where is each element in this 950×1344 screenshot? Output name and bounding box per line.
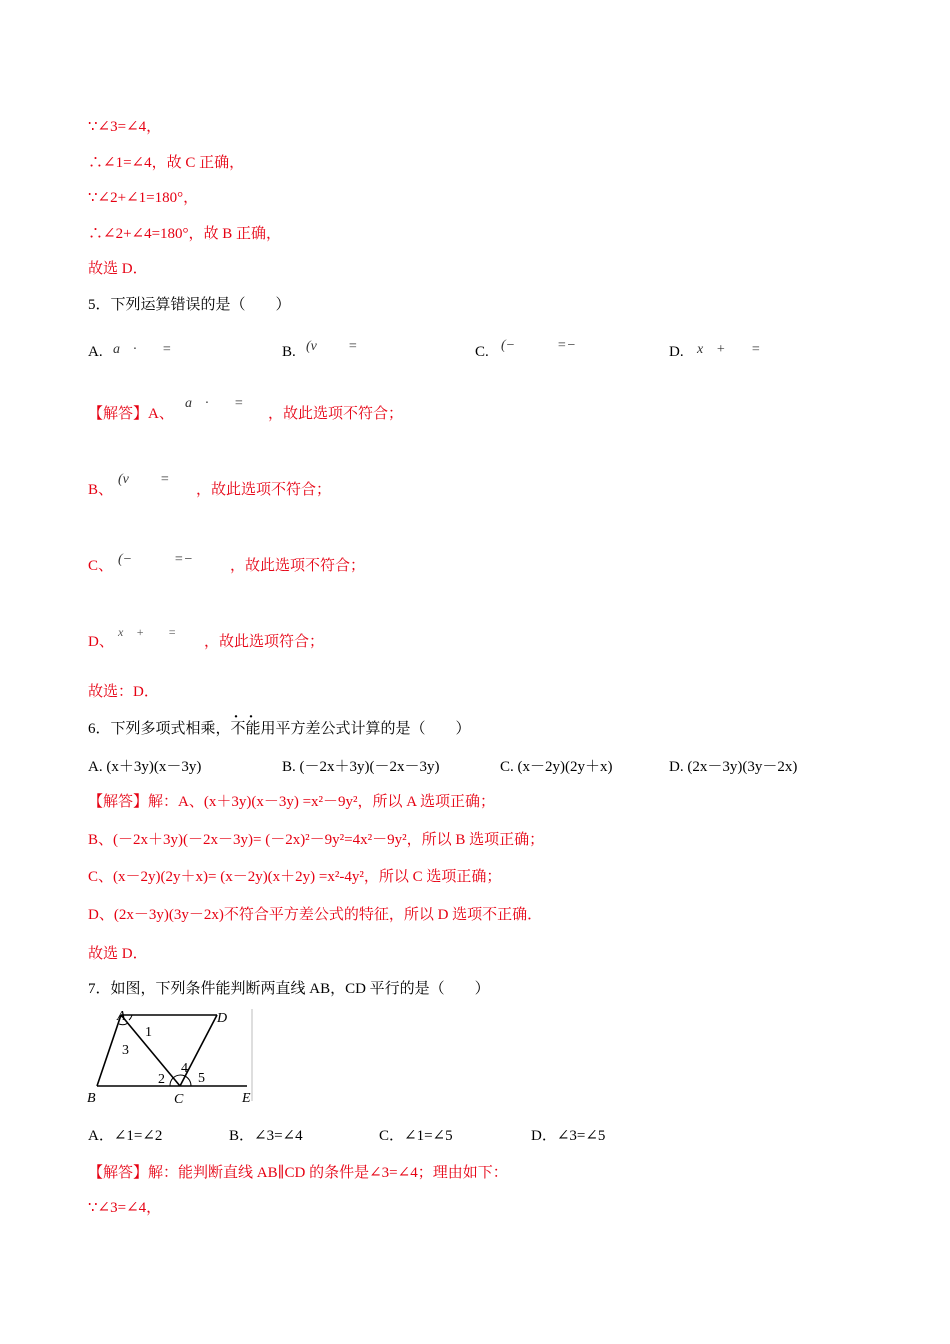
- q5-option-a: [88, 342, 172, 362]
- label-B: B: [87, 1091, 96, 1106]
- q5-answer-a-suffix: ，故此选项不符合；: [268, 406, 404, 422]
- q6-answer-line-4: D、(2x－3y)(3y－2x)不符合平方差公式的特征，所以 D 选项不正确．: [88, 907, 543, 923]
- angle-arc-2: [170, 1078, 173, 1086]
- q5-option-c-frag1: (−: [501, 338, 516, 353]
- q5-answer-b: [88, 472, 332, 500]
- q5-answer-a-frag1: a: [185, 396, 192, 411]
- angle-arc-5: [185, 1076, 191, 1086]
- q6-stem-pre: 6．下列多项式相乘，: [88, 721, 231, 737]
- line-AB: [97, 1015, 121, 1086]
- q5-option-a-label: A.: [88, 344, 103, 360]
- q5-option-a-frag3: =: [162, 342, 172, 357]
- q5-option-d-frag2: +: [716, 342, 726, 357]
- q6-stem-emphasis-2: 能: [245, 721, 261, 737]
- q6-option-b: B. (－2x＋3y)(－2x－3y): [282, 759, 440, 775]
- q5-stem: 5．下列运算错误的是（ ）: [88, 297, 291, 313]
- angle-label-3: 3: [122, 1043, 129, 1058]
- q5-answer-d-prefix: D、: [88, 634, 114, 650]
- q5-answer-d-frag2: +: [136, 625, 145, 639]
- q6-answer-line-1: 【解答】解：A、(x＋3y)(x－3y) =x²－9y²，所以 A 选项正确；: [88, 794, 496, 810]
- q5-answer-b-prefix: B、: [88, 482, 114, 498]
- q5-answer-a-frag2: ·: [205, 396, 209, 411]
- label-E: E: [242, 1091, 251, 1106]
- q5-answer-d-frag3: =: [168, 625, 177, 639]
- q5-option-b-frag1: (v: [306, 339, 317, 354]
- label-D: D: [217, 1011, 228, 1026]
- q5-answer-final: 故选：D．: [88, 684, 159, 700]
- q6-answer-line-2: B、(－2x＋3y)(－2x－3y)= (－2x)²－9y²=4x²－9y²，所以 B 选项正确；: [88, 832, 545, 848]
- q7-option-c: C．∠1=∠5: [379, 1128, 453, 1144]
- q6-stem-post: 用平方差公式计算的是（ ）: [260, 721, 471, 737]
- q5-option-b-frag2: =: [348, 339, 358, 354]
- angle-label-4: 4: [181, 1061, 188, 1076]
- q6-option-c: C. (x－2y)(2y＋x): [500, 759, 613, 775]
- solution-final: 故选 D．: [88, 261, 148, 277]
- q6-stem-emphasis-1: 不: [230, 721, 246, 737]
- q7-option-a: A．∠1=∠2: [88, 1128, 163, 1144]
- q5-answer-c-prefix: C、: [88, 558, 114, 574]
- angle-label-2: 2: [158, 1072, 165, 1087]
- q5-answer-c-suffix: ，故此选项不符合；: [230, 558, 366, 574]
- q6-option-d: D. (2x－3y)(3y－2x): [669, 759, 798, 775]
- q5-answer-b-frag1: (v: [118, 472, 129, 487]
- q5-option-c-frag2: =−: [557, 338, 576, 353]
- angle-label-5: 5: [198, 1071, 205, 1086]
- q5-option-d-label: D.: [669, 344, 684, 360]
- q5-answer-a-frag3: =: [234, 396, 244, 411]
- q5-answer-a: [88, 396, 404, 424]
- q7-geometry-figure: [84, 1006, 260, 1108]
- q5-option-d: [669, 342, 761, 362]
- q5-answer-c-frag1: (−: [118, 552, 133, 567]
- q5-option-c-label: C.: [475, 344, 489, 360]
- q7-option-d: D．∠3=∠5: [531, 1128, 606, 1144]
- q5-answer-d-suffix: ，故此选项符合；: [204, 634, 325, 650]
- solution-line-2: ∴∠1=∠4，故 C 正确，: [88, 155, 245, 171]
- label-C: C: [174, 1092, 184, 1107]
- q7-stem: 7．如图，下列条件能判断两直线 AB，CD 平行的是（ ）: [88, 981, 490, 997]
- solution-line-4: ∴∠2+∠4=180°，故 B 正确，: [88, 226, 282, 242]
- q5-answer-b-suffix: ，故此选项不符合；: [196, 482, 332, 498]
- q5-answer-c: [88, 552, 366, 576]
- q5-option-d-frag3: =: [751, 342, 761, 357]
- q7-option-b: B．∠3=∠4: [229, 1128, 303, 1144]
- angle-label-1: 1: [145, 1025, 152, 1040]
- q6-answer-line-3: C、(x－2y)(2y＋x)= (x－2y)(x＋2y) =x²-4y²，所以 C 选项正确；: [88, 869, 502, 885]
- q5-answer-b-frag2: =: [160, 472, 170, 487]
- q5-answer-c-frag2: =−: [174, 552, 193, 567]
- q5-option-a-frag1: a: [113, 342, 120, 357]
- q5-answer-d-frag1: x: [118, 625, 124, 639]
- q5-option-b-label: B.: [282, 344, 296, 360]
- label-A: A: [117, 1009, 126, 1024]
- solution-line-1: ∵∠3=∠4，: [88, 119, 162, 135]
- q5-answer-a-prefix: 【解答】A、: [88, 406, 174, 422]
- q6-stem: [88, 719, 471, 739]
- q6-answer-final: 故选 D．: [88, 946, 148, 962]
- q7-answer-line-1: 【解答】解：能判断直线 AB∥CD 的条件是∠3=∠4；理由如下：: [88, 1165, 508, 1181]
- q5-option-d-frag1: x: [697, 342, 704, 357]
- q6-option-a: A. (x＋3y)(x－3y): [88, 759, 202, 775]
- solution-line-3: ∵∠2+∠1=180°，: [88, 190, 199, 206]
- q5-answer-d: [88, 625, 325, 652]
- q7-answer-line-2: ∵∠3=∠4，: [88, 1200, 162, 1216]
- q5-option-c: [475, 338, 576, 362]
- q5-option-b: [282, 339, 358, 362]
- q5-option-a-frag2: ·: [133, 342, 137, 357]
